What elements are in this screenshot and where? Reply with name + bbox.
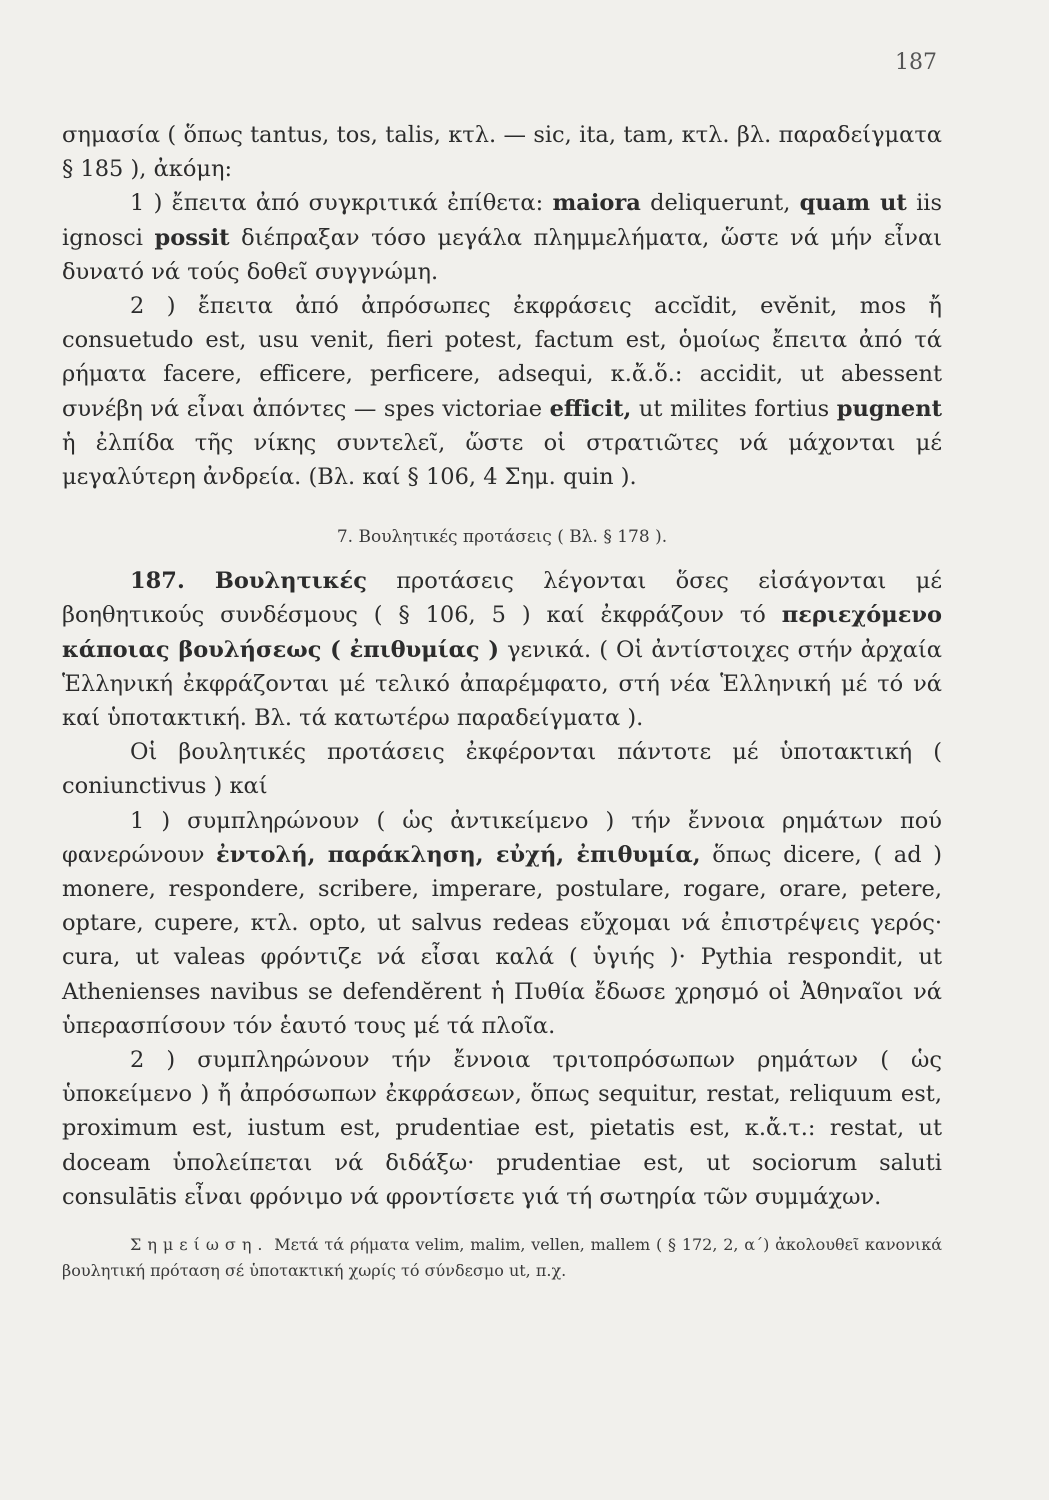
- paragraph-subjunctive: Οἱ βουλητικές προτάσεις ἐκφέρονται πάντοτε μέ ὑποτακτική ( coniunctivus ) καί: [62, 739, 942, 800]
- paragraph-intro: σημασία ( ὅπως tantus, tos, talis, κτλ. — sic, ita, tam, κτλ. βλ. παραδείγματα § 185 ), ἀκόμη:: [62, 122, 942, 183]
- paragraph-187: 187. Βουλητικές προτάσεις λέγονται ὅσες εἰσάγονται μέ βοηθητικούς συνδέσμους ( § 106, 5 ) καί ἐκφράζουν τό περιεχόμενο κάποιας βουλήσεως ( ἐπιθυμίας ) γενικά. ( Οἱ ἀντίστοιχες στήν ἀρχαία Ἑλληνική ἐκφράζονται μέ τελικό ἀπαρέμφατο, στή νέα Ἑλληνική μέ τό νά καί ὑποτακτική. Βλ. τά κατωτέρω παραδείγματα ).: [62, 568, 943, 732]
- paragraph-impersonal: 2 ) ἔπειτα ἀπό ἀπρόσωπες ἐκφράσεις accĭdit, evĕnit, mos ἤ consuetudo est, usu venit, fieri potest, factum est, ὁμοίως ἔπειτα ἀπό τά ρήματα facere, efficere, perficere, adsequi, κ.ἄ.ὅ.: accidit, ut abessent συνέβη νά εἶναι ἀπόντες — spes victoriae efficit, ut milites fortius pugnent ἡ ἐλπίδα τῆς νίκης συντελεῖ, ὥστε οἱ στρατιῶτες νά μάχονται μέ μεγαλύτερη ἀνδρεία. (Βλ. καί § 106, 4 Σημ. quin ).: [62, 293, 942, 491]
- page-body: [62, 118, 942, 1300]
- footnote: Σημείωση. Μετά τά ρήματα velim, malim, vellen, mallem ( § 172, 2, α΄) ἀκολουθεῖ κανονικά βουλητική πρόταση σέ ὑποτακτική χωρίς τό σύνδεσμο ut, π.χ.: [62, 1235, 942, 1281]
- paragraph-object-clauses: 1 ) συμπληρώνουν ( ὡς ἀντικείμενο ) τήν ἔννοια ρημάτων πού φανερώνουν ἐντολή, παράκληση, εὐχή, ἐπιθυμία, ὅπως dicere, ( ad ) monere, respondere, scribere, imperare, postulare, rogare, orare, petere, optare, cupere, κτλ. opto, ut salvus redeas εὔχομαι νά ἐπιστρέψεις γερός· cura, ut valeas φρόντιζε νά εἶσαι καλά ( ὑγιής )· Pythia respondit, ut Athenienses navibus se defendĕrent ἡ Πυθία ἔδωσε χρησμό οἱ Ἀθηναῖοι νά ὑπερασπίσουν τόν ἑαυτό τους μέ τά πλοῖα.: [62, 807, 943, 1039]
- page-number: 187: [895, 50, 937, 75]
- section-title: 7. Βουλητικές προτάσεις ( Βλ. § 178 ).: [336, 527, 668, 548]
- paragraph-subject-clauses: 2 ) συμπληρώνουν τήν ἔννοια τριτοπρόσωπων ρημάτων ( ὡς ὑποκείμενο ) ἤ ἀπρόσωπων ἐκφράσεων, ὅπως sequitur, restat, reliquum est, proximum est, iustum est, prudentiae est, pietatis est, κ.ἄ.τ.: restat, ut doceam ὑπολείπεται νά διδάξω· prudentiae est, ut sociorum saluti consulātis εἶναι φρόνιμο νά φροντίσετε γιά τή σωτηρία τῶν συμμάχων.: [62, 1047, 942, 1210]
- paragraph-comparative: 1 ) ἔπειτα ἀπό συγκριτικά ἐπίθετα: maiora deliquerunt, quam ut iis ignosci possit διέπραξαν τόσο μεγάλα πλημμελήματα, ὥστε νά μήν εἶναι δυνατό νά τούς δοθεῖ συγγνώμη.: [62, 190, 943, 285]
